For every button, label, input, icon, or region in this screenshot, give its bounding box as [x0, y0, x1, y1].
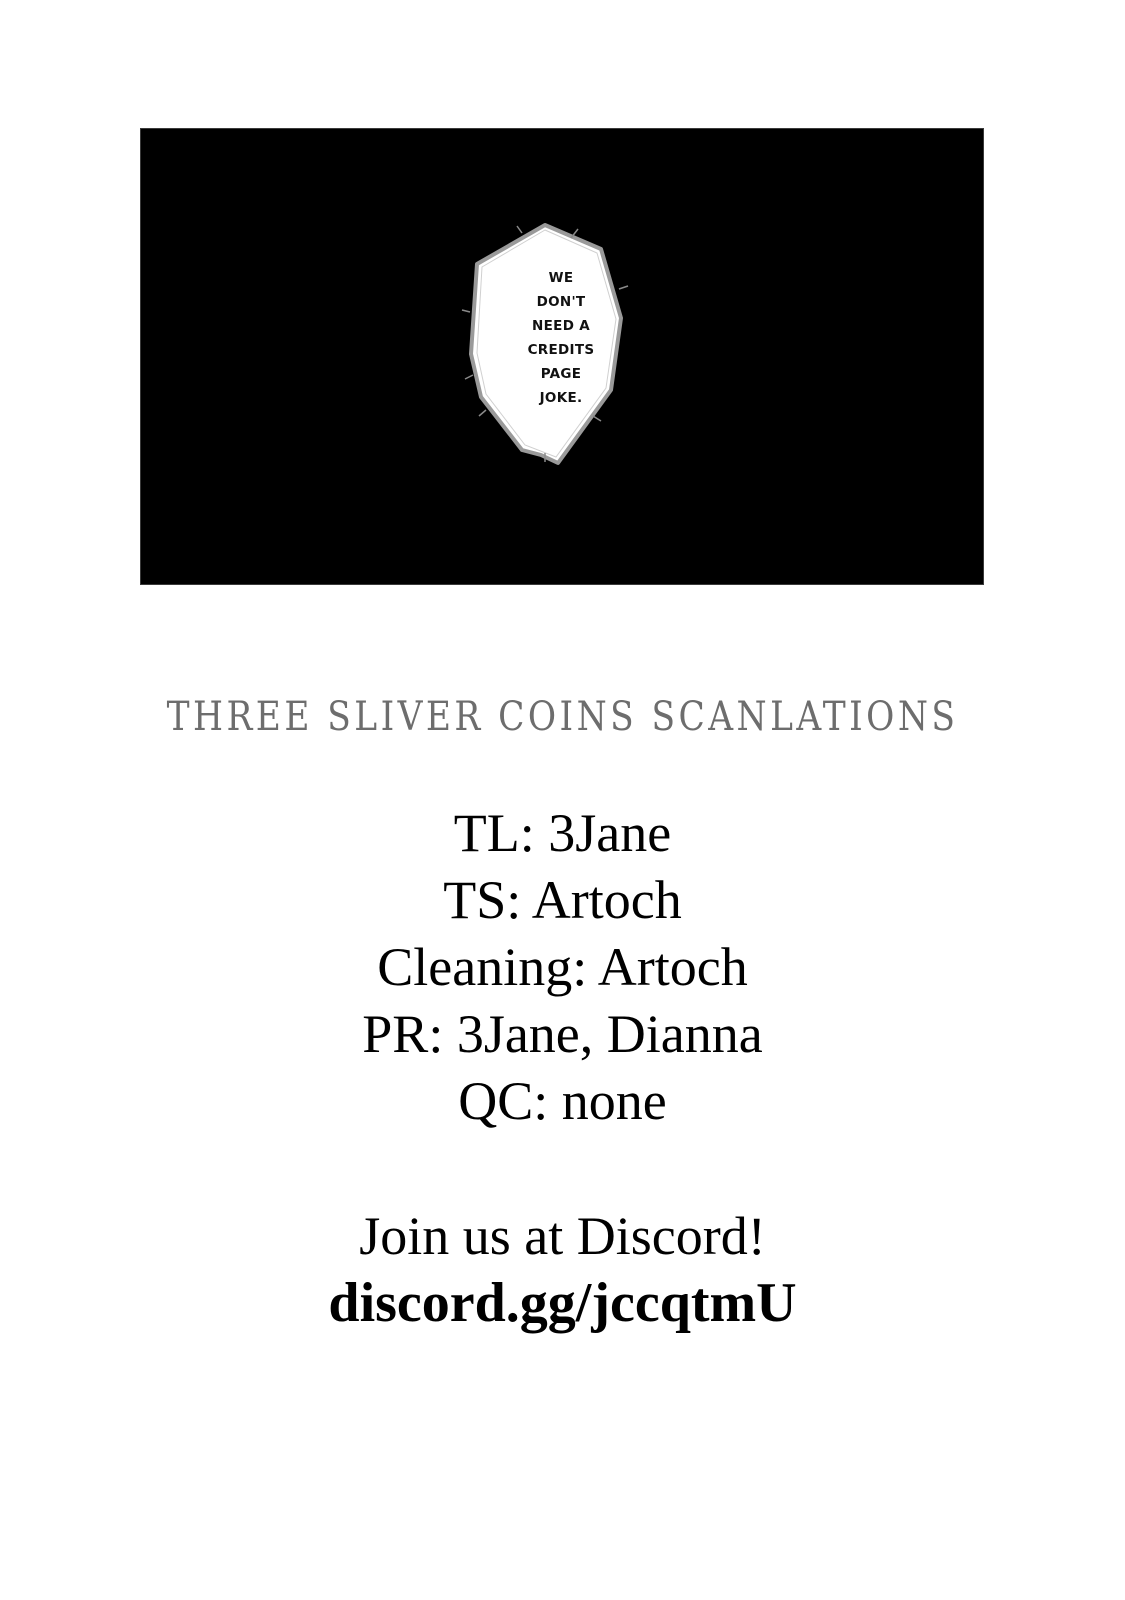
bubble-line: CREDITS — [527, 342, 595, 358]
bubble-line: JOKE. — [539, 390, 583, 406]
discord-invite-link[interactable]: discord.gg/jccqtmU — [328, 1272, 797, 1334]
speech-bubble-text — [496, 266, 626, 410]
credit-cleaning: Cleaning: Artoch — [377, 937, 748, 997]
bubble-line: WE — [548, 270, 574, 286]
credit-typesetter: TS: Artoch — [443, 870, 682, 930]
join-discord-text: Join us at Discord! — [359, 1206, 766, 1266]
comic-panel — [141, 129, 983, 584]
credit-translator: TL: 3Jane — [453, 803, 672, 863]
bubble-line: NEED A — [532, 318, 590, 334]
credit-quality-check: QC: none — [458, 1071, 667, 1131]
credit-proofreader: PR: 3Jane, Dianna — [362, 1004, 763, 1064]
credits-list — [0, 800, 1125, 1135]
scanlation-group-name: THREE SLIVER COINS SCANLATIONS — [166, 694, 959, 740]
bubble-line: DON'T — [536, 294, 586, 310]
bubble-line: PAGE — [540, 366, 582, 382]
